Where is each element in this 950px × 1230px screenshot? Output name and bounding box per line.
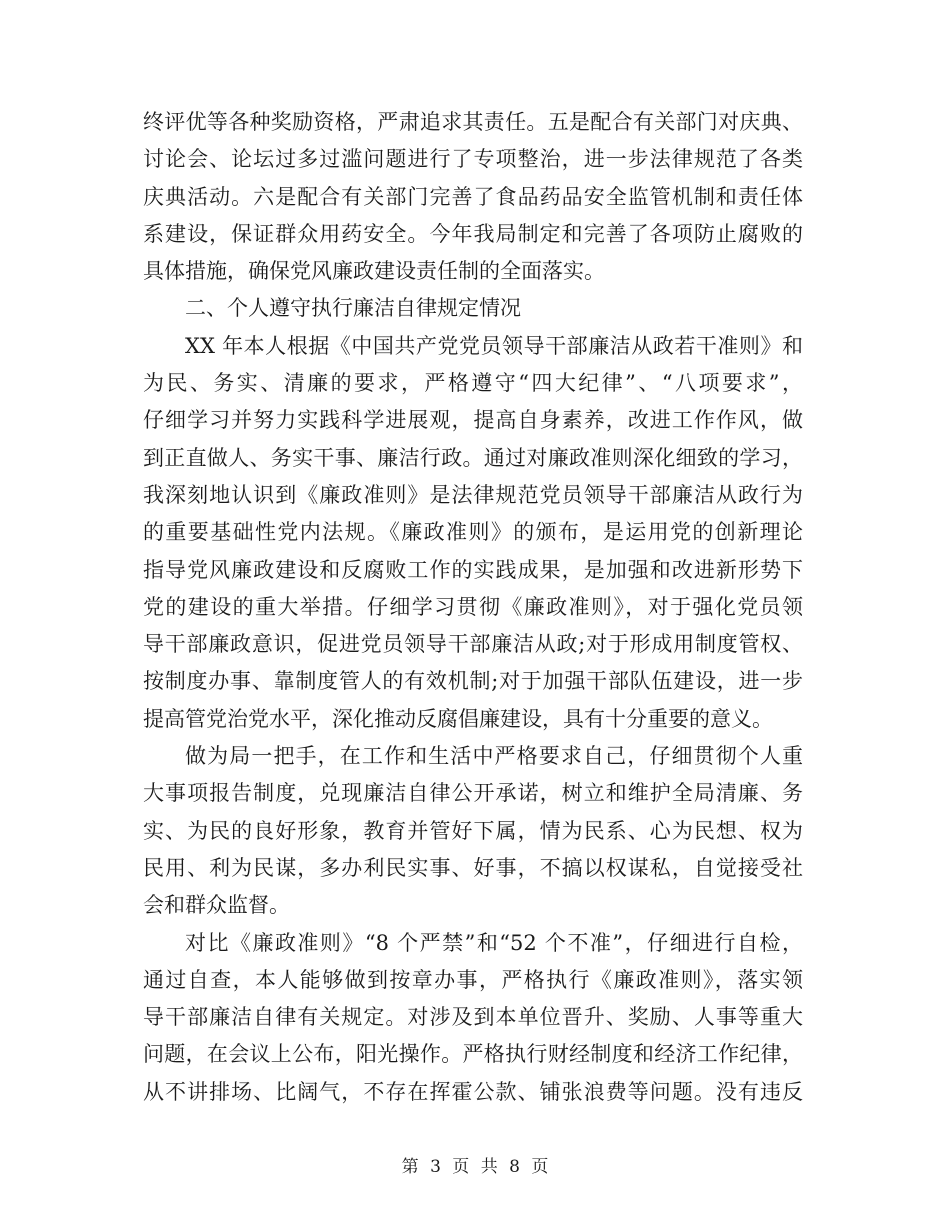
text-line: 二、个人遵守执行廉洁自律规定情况 — [185, 296, 521, 321]
text-line: 从不讲排场、比阔气，不存在挥霍公款、铺张浪费等问题。没有违反 — [143, 1079, 803, 1104]
text-line: 导干部廉政意识，促进党员领导干部廉洁从政;对于形成用制度管权、 — [143, 632, 803, 657]
text-line: 为民、务实、清廉的要求，严格遵守“四大纪律”、“八项要求”， — [143, 371, 803, 396]
text-line: 导干部廉洁自律有关规定。对涉及到本单位晋升、奖励、人事等重大 — [143, 1005, 803, 1030]
text-line: XX 年本人根据《中国共产党党员领导干部廉洁从政若干准则》和 — [185, 333, 803, 358]
text-line: 指导党风廉政建设和反腐败工作的实践成果，是加强和改进新形势下 — [143, 557, 803, 582]
text-line: 具体措施，确保党风廉政建设责任制的全面落实。 — [143, 259, 605, 284]
text-line: 做为局一把手，在工作和生活中严格要求自己，仔细贯彻个人重 — [185, 744, 803, 769]
page-footer: 第 3 页 共 8 页 — [401, 1157, 549, 1177]
text-line: 民用、利为民谋，多办利民实事、好事，不搞以权谋私，自觉接受社 — [143, 855, 803, 880]
text-line: 对比《廉政准则》“8 个严禁”和“52 个不准”，仔细进行自检， — [185, 930, 803, 955]
text-line: 大事项报告制度，兑现廉洁自律公开承诺，树立和维护全局清廉、务 — [143, 781, 803, 806]
text-line: 讨论会、论坛过多过滥问题进行了专项整治，进一步法律规范了各类 — [143, 147, 803, 172]
text-line: 仔细学习并努力实践科学进展观，提高自身素养，改进工作作风，做 — [143, 408, 803, 433]
text-line: 系建设，保证群众用药安全。今年我局制定和完善了各项防止腐败的 — [143, 221, 803, 246]
text-line: 会和群众监督。 — [143, 893, 290, 918]
text-line: 到正直做人、务实干事、廉洁行政。通过对廉政准则深化细致的学习， — [143, 445, 803, 470]
text-line: 实、为民的良好形象，教育并管好下属，情为民系、心为民想、权为 — [143, 818, 803, 843]
text-line: 庆典活动。六是配合有关部门完善了食品药品安全监管机制和责任体 — [143, 184, 803, 209]
text-line: 终评优等各种奖励资格，严肃追求其责任。五是配合有关部门对庆典、 — [143, 110, 803, 134]
text-line: 通过自查，本人能够做到按章办事，严格执行《廉政准则》，落实领 — [143, 967, 803, 992]
text-line: 提高管党治党水平，深化推动反腐倡廉建设，具有十分重要的意义。 — [143, 706, 773, 731]
text-line: 党的建设的重大举措。仔细学习贯彻《廉政准则》，对于强化党员领 — [143, 594, 803, 619]
text-line: 的重要基础性党内法规。《廉政准则》的颁布，是运用党的创新理论 — [143, 520, 803, 545]
text-line: 按制度办事、靠制度管人的有效机制;对于加强干部队伍建设，进一步 — [143, 669, 803, 694]
text-line: 问题，在会议上公布，阳光操作。严格执行财经制度和经济工作纪律， — [143, 1042, 803, 1067]
text-line: 我深刻地认识到《廉政准则》是法律规范党员领导干部廉洁从政行为 — [143, 482, 803, 507]
document-body — [143, 104, 803, 1111]
